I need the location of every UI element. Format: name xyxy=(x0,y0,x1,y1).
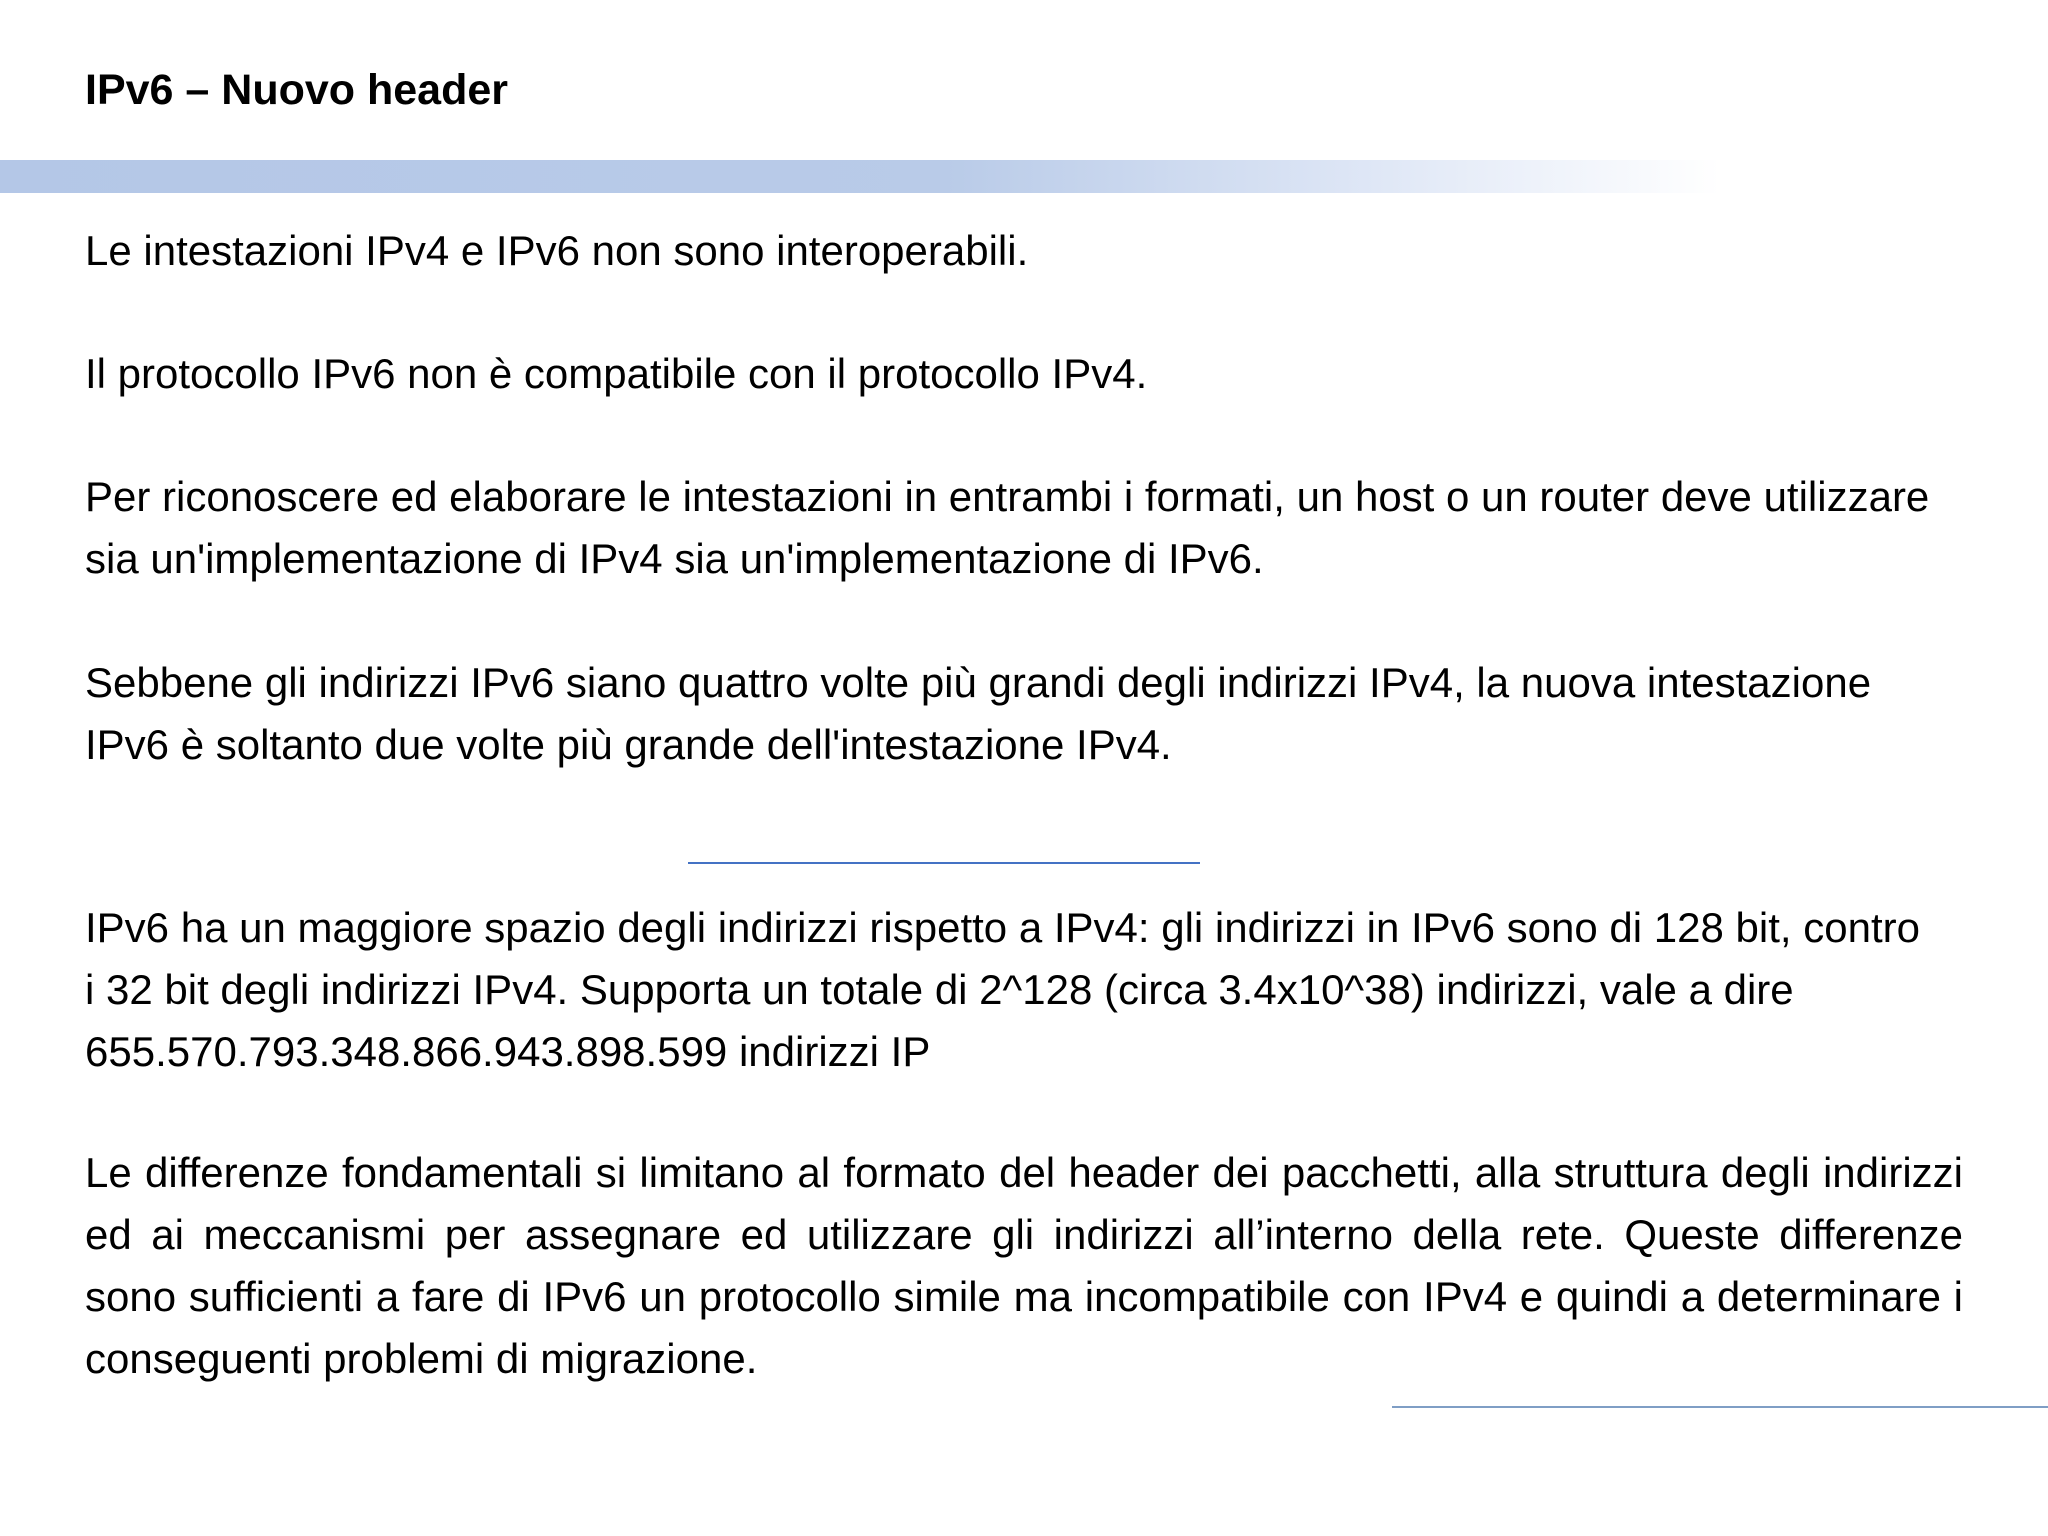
paragraph-address-space: IPv6 ha un maggiore spazio degli indirizzi rispetto a IPv4: gli indirizzi in IPv6 sono di 128 bit, contro i 32 bit degli indirizzi IPv4. Supporta un totale di 2^128 (circa 3.4x10^38) indirizzi, vale a dire 655.570.793.348.866.943.898.599 indirizzi IP xyxy=(85,904,1920,1075)
bottom-divider-line xyxy=(1392,1406,2048,1408)
paragraph-differences: Le differenze fondamentali si limitano al formato del header dei pacchetti, alla struttura degli indirizzi ed ai meccanismi per assegnare ed utilizzare gli indirizzi all’interno della rete. Queste differenze sono sufficienti a fare di IPv6 un protocollo simile ma incompatibile con IPv4 e quindi a determinare i conseguenti problemi di migrazione. xyxy=(85,1149,1963,1382)
paragraph-header-size: Sebbene gli indirizzi IPv6 siano quattro volte più grandi degli indirizzi IPv4, la nuova intestazione IPv6 è soltanto due volte più grande dell'intestazione IPv4. xyxy=(85,659,1872,768)
center-divider-line xyxy=(688,862,1200,864)
paragraph-interoperability: Le intestazioni IPv4 e IPv6 non sono interoperabili. xyxy=(85,227,1029,274)
paragraph-dual-implementation: Per riconoscere ed elaborare le intestazioni in entrambi i formati, un host o un router deve utilizzare sia un'implementazione di IPv4 sia un'implementazione di IPv6. xyxy=(85,473,1930,582)
paragraph-compatibility: Il protocollo IPv6 non è compatibile con il protocollo IPv4. xyxy=(85,350,1148,397)
slide-title: IPv6 – Nuovo header xyxy=(85,66,508,114)
title-underline-band xyxy=(0,160,1720,193)
